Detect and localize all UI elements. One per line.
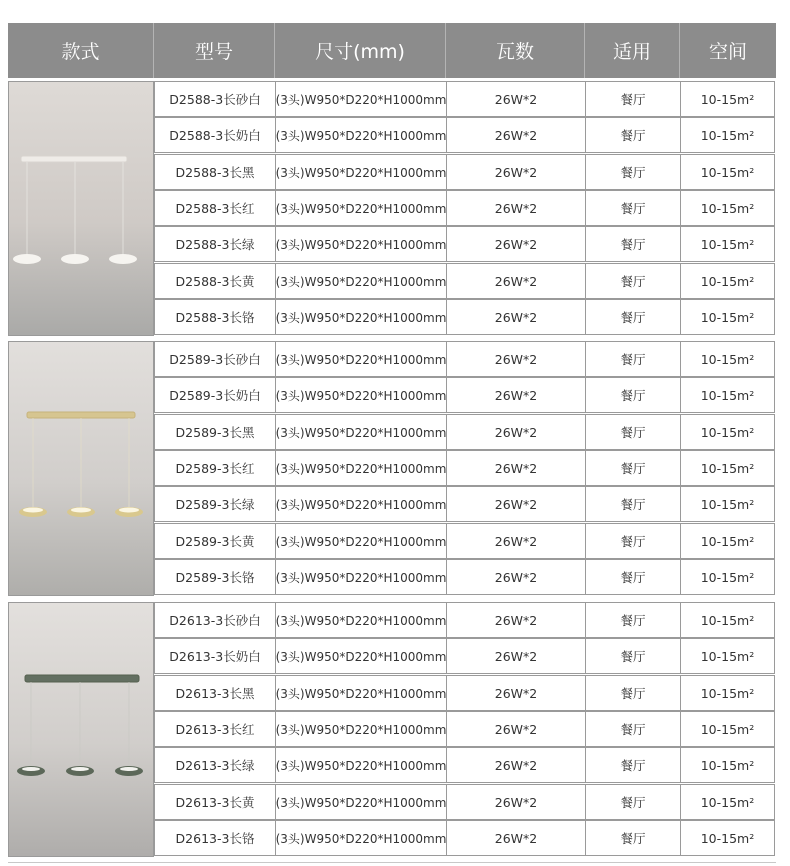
size-cell: (3头)W950*D220*H1000mm bbox=[275, 226, 447, 262]
model-cell: D2589-3长砂白 bbox=[154, 341, 276, 377]
watt-cell: 26W*2 bbox=[446, 299, 586, 335]
table-row bbox=[154, 299, 776, 335]
model-cell: D2588-3长红 bbox=[154, 190, 276, 226]
watt-cell: 26W*2 bbox=[446, 450, 586, 486]
model-cell: D2589-3长红 bbox=[154, 450, 276, 486]
table-row bbox=[154, 226, 776, 262]
model-cell: D2613-3长黑 bbox=[154, 675, 276, 711]
use-cell: 餐厅 bbox=[585, 81, 681, 117]
table-row bbox=[154, 154, 776, 190]
watt-cell: 26W*2 bbox=[446, 414, 586, 450]
use-cell: 餐厅 bbox=[585, 414, 681, 450]
watt-cell: 26W*2 bbox=[446, 747, 586, 783]
product-photo bbox=[8, 341, 154, 596]
watt-cell: 26W*2 bbox=[446, 263, 586, 299]
use-cell: 餐厅 bbox=[585, 747, 681, 783]
table-row bbox=[154, 784, 776, 820]
size-cell: (3头)W950*D220*H1000mm bbox=[275, 784, 447, 820]
use-cell: 餐厅 bbox=[585, 341, 681, 377]
space-cell: 10-15m² bbox=[680, 820, 775, 856]
use-cell: 餐厅 bbox=[585, 784, 681, 820]
space-cell: 10-15m² bbox=[680, 226, 775, 262]
space-cell: 10-15m² bbox=[680, 486, 775, 522]
space-cell: 10-15m² bbox=[680, 154, 775, 190]
table-row bbox=[154, 341, 776, 377]
table-row bbox=[154, 190, 776, 226]
model-cell: D2613-3长奶白 bbox=[154, 638, 276, 674]
watt-cell: 26W*2 bbox=[446, 559, 586, 595]
space-cell: 10-15m² bbox=[680, 117, 775, 153]
table-header bbox=[8, 23, 776, 78]
use-cell: 餐厅 bbox=[585, 559, 681, 595]
use-cell: 餐厅 bbox=[585, 450, 681, 486]
watt-cell: 26W*2 bbox=[446, 638, 586, 674]
table-row bbox=[154, 675, 776, 711]
size-cell: (3头)W950*D220*H1000mm bbox=[275, 638, 447, 674]
watt-cell: 26W*2 bbox=[446, 154, 586, 190]
use-cell: 餐厅 bbox=[585, 820, 681, 856]
watt-cell: 26W*2 bbox=[446, 523, 586, 559]
use-cell: 餐厅 bbox=[585, 263, 681, 299]
header-size: 尺寸(mm) bbox=[275, 23, 446, 78]
model-cell: D2613-3长红 bbox=[154, 711, 276, 747]
space-cell: 10-15m² bbox=[680, 341, 775, 377]
space-cell: 10-15m² bbox=[680, 523, 775, 559]
header-style: 款式 bbox=[8, 23, 154, 78]
space-cell: 10-15m² bbox=[680, 747, 775, 783]
table-row bbox=[154, 638, 776, 674]
use-cell: 餐厅 bbox=[585, 299, 681, 335]
use-cell: 餐厅 bbox=[585, 711, 681, 747]
watt-cell: 26W*2 bbox=[446, 602, 586, 638]
product-group bbox=[8, 602, 776, 858]
header-model: 型号 bbox=[154, 23, 275, 78]
size-cell: (3头)W950*D220*H1000mm bbox=[275, 486, 447, 522]
model-cell: D2589-3长铬 bbox=[154, 559, 276, 595]
group-rows bbox=[154, 341, 776, 597]
model-cell: D2588-3长黄 bbox=[154, 263, 276, 299]
watt-cell: 26W*2 bbox=[446, 341, 586, 377]
size-cell: (3头)W950*D220*H1000mm bbox=[275, 81, 447, 117]
space-cell: 10-15m² bbox=[680, 450, 775, 486]
watt-cell: 26W*2 bbox=[446, 117, 586, 153]
use-cell: 餐厅 bbox=[585, 117, 681, 153]
product-group bbox=[8, 81, 776, 337]
table-row bbox=[154, 414, 776, 450]
watt-cell: 26W*2 bbox=[446, 377, 586, 413]
model-cell: D2588-3长铬 bbox=[154, 299, 276, 335]
space-cell: 10-15m² bbox=[680, 414, 775, 450]
watt-cell: 26W*2 bbox=[446, 226, 586, 262]
size-cell: (3头)W950*D220*H1000mm bbox=[275, 602, 447, 638]
watt-cell: 26W*2 bbox=[446, 784, 586, 820]
use-cell: 餐厅 bbox=[585, 226, 681, 262]
size-cell: (3头)W950*D220*H1000mm bbox=[275, 559, 447, 595]
space-cell: 10-15m² bbox=[680, 263, 775, 299]
model-cell: D2613-3长铬 bbox=[154, 820, 276, 856]
table-row bbox=[154, 117, 776, 153]
product-photo bbox=[8, 602, 154, 857]
table-row bbox=[154, 450, 776, 486]
group-rows bbox=[154, 602, 776, 858]
use-cell: 餐厅 bbox=[585, 523, 681, 559]
model-cell: D2613-3长绿 bbox=[154, 747, 276, 783]
table-row bbox=[154, 486, 776, 522]
size-cell: (3头)W950*D220*H1000mm bbox=[275, 820, 447, 856]
watt-cell: 26W*2 bbox=[446, 820, 586, 856]
space-cell: 10-15m² bbox=[680, 711, 775, 747]
space-cell: 10-15m² bbox=[680, 377, 775, 413]
size-cell: (3头)W950*D220*H1000mm bbox=[275, 263, 447, 299]
table-row bbox=[154, 559, 776, 595]
header-watt: 瓦数 bbox=[446, 23, 585, 78]
table-row bbox=[154, 263, 776, 299]
space-cell: 10-15m² bbox=[680, 784, 775, 820]
table-row bbox=[154, 602, 776, 638]
model-cell: D2588-3长绿 bbox=[154, 226, 276, 262]
model-cell: D2589-3长黑 bbox=[154, 414, 276, 450]
table-row bbox=[154, 523, 776, 559]
bottom-divider bbox=[8, 862, 776, 863]
group-rows bbox=[154, 81, 776, 337]
model-cell: D2613-3长黄 bbox=[154, 784, 276, 820]
use-cell: 餐厅 bbox=[585, 486, 681, 522]
use-cell: 餐厅 bbox=[585, 638, 681, 674]
table-row bbox=[154, 377, 776, 413]
table-row bbox=[154, 747, 776, 783]
use-cell: 餐厅 bbox=[585, 675, 681, 711]
size-cell: (3头)W950*D220*H1000mm bbox=[275, 450, 447, 486]
space-cell: 10-15m² bbox=[680, 602, 775, 638]
size-cell: (3头)W950*D220*H1000mm bbox=[275, 190, 447, 226]
model-cell: D2589-3长黄 bbox=[154, 523, 276, 559]
model-cell: D2588-3长黑 bbox=[154, 154, 276, 190]
table-row bbox=[154, 820, 776, 856]
model-cell: D2613-3长砂白 bbox=[154, 602, 276, 638]
use-cell: 餐厅 bbox=[585, 377, 681, 413]
product-group bbox=[8, 341, 776, 597]
model-cell: D2588-3长奶白 bbox=[154, 117, 276, 153]
space-cell: 10-15m² bbox=[680, 190, 775, 226]
watt-cell: 26W*2 bbox=[446, 190, 586, 226]
size-cell: (3头)W950*D220*H1000mm bbox=[275, 299, 447, 335]
header-space: 空间 bbox=[708, 41, 747, 63]
use-cell: 餐厅 bbox=[585, 602, 681, 638]
model-cell: D2589-3长奶白 bbox=[154, 377, 276, 413]
space-cell: 10-15m² bbox=[680, 81, 775, 117]
product-photo bbox=[8, 81, 154, 336]
size-cell: (3头)W950*D220*H1000mm bbox=[275, 711, 447, 747]
size-cell: (3头)W950*D220*H1000mm bbox=[275, 747, 447, 783]
size-cell: (3头)W950*D220*H1000mm bbox=[275, 377, 447, 413]
size-cell: (3头)W950*D220*H1000mm bbox=[275, 675, 447, 711]
space-cell: 10-15m² bbox=[680, 675, 775, 711]
size-cell: (3头)W950*D220*H1000mm bbox=[275, 523, 447, 559]
watt-cell: 26W*2 bbox=[446, 711, 586, 747]
size-cell: (3头)W950*D220*H1000mm bbox=[275, 341, 447, 377]
header-use: 适用 bbox=[585, 23, 680, 78]
table-row bbox=[154, 711, 776, 747]
use-cell: 餐厅 bbox=[585, 154, 681, 190]
watt-cell: 26W*2 bbox=[446, 486, 586, 522]
use-cell: 餐厅 bbox=[585, 190, 681, 226]
model-cell: D2588-3长砂白 bbox=[154, 81, 276, 117]
space-cell: 10-15m² bbox=[680, 299, 775, 335]
model-cell: D2589-3长绿 bbox=[154, 486, 276, 522]
size-cell: (3头)W950*D220*H1000mm bbox=[275, 414, 447, 450]
space-cell: 10-15m² bbox=[680, 638, 775, 674]
watt-cell: 26W*2 bbox=[446, 81, 586, 117]
size-cell: (3头)W950*D220*H1000mm bbox=[275, 117, 447, 153]
space-cell: 10-15m² bbox=[680, 559, 775, 595]
size-cell: (3头)W950*D220*H1000mm bbox=[275, 154, 447, 190]
table-row bbox=[154, 81, 776, 117]
watt-cell: 26W*2 bbox=[446, 675, 586, 711]
